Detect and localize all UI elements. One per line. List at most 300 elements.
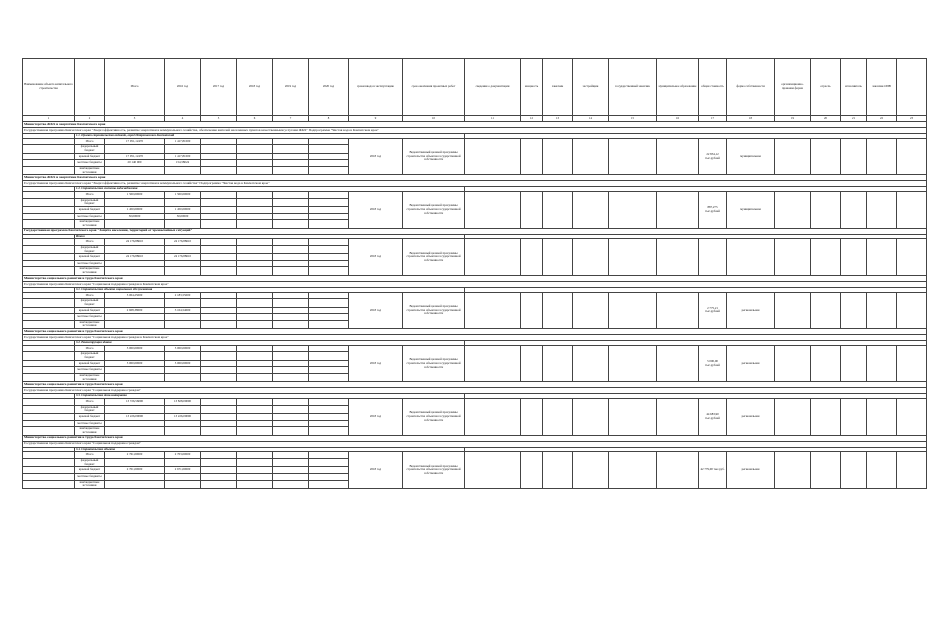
- value-cell: 20 140 000: [105, 160, 165, 167]
- value-cell: [201, 405, 237, 413]
- region-cell: региональная: [727, 452, 775, 489]
- value-cell: [309, 220, 349, 228]
- spacer-cell: [23, 480, 75, 488]
- spacer-cell: [23, 138, 75, 145]
- value-cell: [237, 459, 273, 467]
- value-cell: [237, 480, 273, 488]
- prep-cell: Ведомственный целевой программы строительства объектов государственной собственности: [403, 192, 465, 229]
- value-cell: [273, 207, 309, 214]
- column-number: 19: [775, 116, 811, 122]
- value-cell: [273, 414, 309, 421]
- value-cell: [273, 405, 309, 413]
- value-cell: [237, 452, 273, 459]
- value-cell: [273, 213, 309, 220]
- program-title: Государственная программа Камчатского края "Социальная поддержка граждан": [23, 441, 927, 447]
- program-title: Государственная программа Камчатского края "Энергоэффективность, развитие энергетики и коммунального хозяйства, обеспечение жителей населенных пунктов качественными услугами ЖКХ" Подпрограмма "Чистая вода в Камчатском крае": [23, 128, 927, 134]
- value-cell: [105, 374, 165, 382]
- value-cell: [105, 314, 165, 321]
- value-cell: [237, 145, 273, 153]
- value-cell: [201, 480, 237, 488]
- funding-row: [23, 345, 927, 352]
- value-cell: 13 226,00000: [105, 414, 165, 421]
- value-cell: [309, 166, 349, 174]
- value-cell: [309, 192, 349, 199]
- value-cell: [105, 405, 165, 413]
- value-cell: 1 500,00000: [105, 192, 165, 199]
- value-cell: 5 004,25000: [105, 292, 165, 299]
- doc-cell: [841, 292, 867, 329]
- value-cell: [237, 192, 273, 199]
- value-cell: [237, 207, 273, 214]
- doc-cell: [609, 138, 657, 175]
- value-cell: [273, 220, 309, 228]
- header-cell: заказчик ОИВ: [867, 59, 897, 116]
- value-cell: 13 226,00000: [165, 414, 201, 421]
- row-label: Итого: [75, 399, 105, 406]
- spacer-cell: [23, 427, 75, 435]
- column-number: 17: [699, 116, 727, 122]
- value-cell: [237, 166, 273, 174]
- row-label: федеральный бюджет: [75, 352, 105, 360]
- doc-cell: [867, 192, 897, 229]
- value-cell: 2 608,38000: [105, 307, 165, 314]
- value-cell: [273, 138, 309, 145]
- value-cell: [165, 166, 201, 174]
- doc-cell: [841, 192, 867, 229]
- header-cell: застройщик: [573, 59, 609, 116]
- value-cell: [105, 367, 165, 374]
- spacer-cell: [23, 220, 75, 228]
- value-cell: [309, 467, 349, 474]
- value-cell: [273, 480, 309, 488]
- prep-cell: Ведомственный целевой программы строительства объектов государственной собственности: [403, 239, 465, 276]
- value-cell: [201, 459, 237, 467]
- value-cell: [273, 260, 309, 267]
- header-cell: срок окончания проектных работ: [403, 59, 465, 116]
- value-cell: [237, 420, 273, 427]
- value-cell: [273, 360, 309, 367]
- region-cell: муниципальная: [727, 138, 775, 175]
- value-cell: [273, 345, 309, 352]
- value-cell: 1 500,00000: [165, 192, 201, 199]
- value-cell: [201, 320, 237, 328]
- value-cell: [105, 198, 165, 206]
- value-cell: [237, 405, 273, 413]
- row-label: краевой бюджет: [75, 254, 105, 261]
- value-cell: 5 000,00000: [165, 345, 201, 352]
- row-label: местные бюджеты: [75, 260, 105, 267]
- value-cell: [105, 427, 165, 435]
- doc-cell: [897, 192, 927, 229]
- row-label: местные бюджеты: [75, 160, 105, 167]
- doc-cell: [521, 138, 543, 175]
- value-cell: [237, 292, 273, 299]
- prep-cell: Ведомственный целевой программы строительства объектов государственной собственности: [403, 345, 465, 382]
- value-cell: [165, 245, 201, 253]
- value-cell: [201, 207, 237, 214]
- section-title: Государственная программа Камчатского края "Защита населения, территорий от чрезвычайных ситуаций": [23, 228, 927, 234]
- value-cell: 13 726,56000: [105, 399, 165, 406]
- value-cell: [273, 320, 309, 328]
- funding-row: [23, 452, 927, 459]
- value-cell: [201, 467, 237, 474]
- value-cell: [165, 420, 201, 427]
- value-cell: [309, 239, 349, 246]
- column-number: 18: [727, 116, 775, 122]
- row-label: внебюджетные источники: [75, 320, 105, 328]
- value-cell: [309, 360, 349, 367]
- funding-row: [23, 399, 927, 406]
- value-cell: [201, 474, 237, 481]
- value-cell: 5 000,00000: [105, 360, 165, 367]
- region-cell: муниципальная: [727, 192, 775, 229]
- doc-cell: [465, 452, 521, 489]
- spacer-cell: [23, 245, 75, 253]
- value-cell: 50,00000: [165, 213, 201, 220]
- value-cell: [309, 198, 349, 206]
- spacer-cell: [23, 459, 75, 467]
- value-cell: 1 417,81000: [165, 153, 201, 160]
- value-cell: 1 417,81000: [165, 138, 201, 145]
- column-number: 9: [349, 116, 403, 122]
- value-cell: [237, 160, 273, 167]
- row-label: внебюджетные источники: [75, 166, 105, 174]
- doc-cell: [543, 292, 573, 329]
- value-cell: [105, 459, 165, 467]
- doc-cell: [897, 138, 927, 175]
- spacer-cell: [23, 467, 75, 474]
- header-cell: муниципальное образование: [657, 59, 699, 116]
- value-cell: [273, 299, 309, 307]
- value-cell: [165, 480, 201, 488]
- value-cell: [273, 292, 309, 299]
- doc-cell: [841, 345, 867, 382]
- spacer-cell: [23, 405, 75, 413]
- section-title: Министерство социального развития и труда Камчатского края: [23, 275, 927, 281]
- value-cell: 24 176,88610: [165, 239, 201, 246]
- row-label: краевой бюджет: [75, 360, 105, 367]
- value-cell: 24 176,88610: [165, 254, 201, 261]
- column-number: 22: [867, 116, 897, 122]
- spacer-cell: [23, 198, 75, 206]
- doc-cell: [775, 399, 811, 436]
- row-label: Итого: [75, 345, 105, 352]
- value-cell: 2 701,00000: [105, 467, 165, 474]
- value-cell: [273, 420, 309, 427]
- value-cell: [201, 374, 237, 382]
- row-label: федеральный бюджет: [75, 405, 105, 413]
- doc-cell: [465, 192, 521, 229]
- value-cell: [105, 267, 165, 275]
- stage-cell: 2018 год: [349, 239, 403, 276]
- value-cell: [273, 307, 309, 314]
- funding-row: [23, 138, 927, 145]
- section-title: Министерство ЖКХ и энергетики Камчатского края: [23, 122, 927, 128]
- doc-cell: [775, 138, 811, 175]
- doc-cell: [657, 138, 699, 175]
- row-label: местные бюджеты: [75, 420, 105, 427]
- doc-cell: [521, 399, 543, 436]
- doc-cell: [573, 292, 609, 329]
- value-cell: [201, 360, 237, 367]
- funding-row: [23, 239, 927, 246]
- value-cell: [201, 245, 237, 253]
- value-cell: [309, 459, 349, 467]
- doc-cell: [657, 345, 699, 382]
- value-cell: [309, 474, 349, 481]
- value-cell: [273, 459, 309, 467]
- value-cell: [201, 452, 237, 459]
- doc-cell: [775, 239, 811, 276]
- value-cell: [237, 220, 273, 228]
- value-cell: [309, 292, 349, 299]
- column-number: 4: [165, 116, 201, 122]
- value-cell: 154,58024: [165, 160, 201, 167]
- doc-cell: [609, 452, 657, 489]
- value-cell: [273, 153, 309, 160]
- value-cell: [165, 299, 201, 307]
- value-cell: [201, 292, 237, 299]
- value-cell: 17 951,12470: [105, 153, 165, 160]
- value-cell: [309, 245, 349, 253]
- row-label: внебюджетные источники: [75, 480, 105, 488]
- doc-cell: [465, 138, 521, 175]
- value-cell: 5 000,00000: [165, 360, 201, 367]
- doc-cell: [609, 292, 657, 329]
- value-cell: [309, 254, 349, 261]
- value-cell: 2 183,55000: [165, 292, 201, 299]
- doc-cell: [867, 292, 897, 329]
- doc-cell: [811, 239, 841, 276]
- doc-cell: [811, 399, 841, 436]
- doc-cell: [657, 292, 699, 329]
- spacer-cell: [23, 320, 75, 328]
- spacer-cell: [23, 345, 75, 352]
- value-cell: [309, 213, 349, 220]
- doc-cell: [573, 399, 609, 436]
- spacer-cell: [23, 360, 75, 367]
- spacer-cell: [23, 260, 75, 267]
- spacer-cell: [23, 192, 75, 199]
- prep-cell: Ведомственный целевой программы строительства объектов государственной собственности: [403, 452, 465, 489]
- row-label: краевой бюджет: [75, 467, 105, 474]
- value-cell: [201, 239, 237, 246]
- value-cell: [237, 367, 273, 374]
- row-label: внебюджетные источники: [75, 220, 105, 228]
- spacer-cell: [23, 145, 75, 153]
- header-cell: отрасль: [811, 59, 841, 116]
- value-cell: [105, 299, 165, 307]
- doc-cell: [841, 452, 867, 489]
- row-label: краевой бюджет: [75, 307, 105, 314]
- value-cell: [105, 474, 165, 481]
- value-cell: [201, 213, 237, 220]
- header-cell: 2019 год: [273, 59, 309, 116]
- value-cell: [201, 260, 237, 267]
- stage-cell: 2018 год: [349, 452, 403, 489]
- value-cell: [105, 145, 165, 153]
- doc-cell: [573, 345, 609, 382]
- value-cell: [273, 399, 309, 406]
- row-label: Итого: [75, 239, 105, 246]
- value-cell: [165, 427, 201, 435]
- prep-cell: Ведомственный целевой программы строительства объектов государственной собственности: [403, 292, 465, 329]
- value-cell: [237, 427, 273, 435]
- value-cell: [165, 367, 201, 374]
- value-cell: [273, 374, 309, 382]
- value-cell: [237, 360, 273, 367]
- value-cell: [165, 267, 201, 275]
- value-cell: [201, 138, 237, 145]
- value-cell: [273, 352, 309, 360]
- doc-cell: [521, 452, 543, 489]
- value-cell: [237, 267, 273, 275]
- value-cell: [201, 299, 237, 307]
- value-cell: [309, 299, 349, 307]
- spacer-cell: [23, 160, 75, 167]
- value-cell: [165, 220, 201, 228]
- header-cell: Наименование объекта капитального строительства: [23, 59, 75, 116]
- column-number: 23: [897, 116, 927, 122]
- value-cell: [201, 220, 237, 228]
- row-label: местные бюджеты: [75, 213, 105, 220]
- stage-cell: 2018 год: [349, 399, 403, 436]
- value-cell: [165, 459, 201, 467]
- value-cell: [309, 452, 349, 459]
- spacer-cell: [23, 367, 75, 374]
- program-title: Государственная программа Камчатского края "Энергоэффективность, развитие энергетики и коммунального хозяйства" Подпрограмма "Чистая вода в Камчатском крае": [23, 181, 927, 187]
- doc-cell: [897, 239, 927, 276]
- object-title: 3.1. Строительство объекта социального обслуживания: [75, 287, 465, 292]
- capacity-cell: [699, 239, 727, 276]
- doc-cell: [573, 138, 609, 175]
- header-cell: мощность: [521, 59, 543, 116]
- row-label: краевой бюджет: [75, 414, 105, 421]
- column-number: 15: [609, 116, 657, 122]
- funding-row: [23, 192, 927, 199]
- column-number: 3: [105, 116, 165, 122]
- capacity-cell: 44 683,90 тыс.рублей: [699, 399, 727, 436]
- value-cell: [237, 352, 273, 360]
- value-cell: [237, 245, 273, 253]
- value-cell: [273, 314, 309, 321]
- column-number: 11: [465, 116, 521, 122]
- stage-cell: 2018 год: [349, 138, 403, 175]
- value-cell: [237, 239, 273, 246]
- doc-cell: [897, 452, 927, 489]
- region-cell: региональная: [727, 399, 775, 436]
- doc-cell: [543, 399, 573, 436]
- value-cell: 24 176,88610: [105, 254, 165, 261]
- value-cell: [273, 452, 309, 459]
- row-label: Итого: [75, 138, 105, 145]
- doc-cell: [521, 292, 543, 329]
- value-cell: [237, 345, 273, 352]
- row-label: федеральный бюджет: [75, 198, 105, 206]
- stage-cell: 2018 год: [349, 192, 403, 229]
- value-cell: [273, 427, 309, 435]
- header-cell: 2018 год: [237, 59, 273, 116]
- value-cell: [273, 166, 309, 174]
- row-label: федеральный бюджет: [75, 299, 105, 307]
- value-cell: 3 104,54000: [165, 307, 201, 314]
- value-cell: [309, 420, 349, 427]
- capacity-cell: 22 834,12 тыс.рублей: [699, 138, 727, 175]
- doc-cell: [897, 399, 927, 436]
- doc-cell: [609, 239, 657, 276]
- value-cell: [165, 352, 201, 360]
- capacity-cell: 42 779,00 тыс.руб.: [699, 452, 727, 489]
- row-label: местные бюджеты: [75, 314, 105, 321]
- doc-cell: [521, 345, 543, 382]
- row-label: федеральный бюджет: [75, 459, 105, 467]
- doc-cell: [811, 292, 841, 329]
- value-cell: [201, 192, 237, 199]
- header-cell: сроки ввода в эксплуатацию: [349, 59, 403, 116]
- row-label: федеральный бюджет: [75, 145, 105, 153]
- doc-cell: [609, 192, 657, 229]
- row-label: внебюджетные источники: [75, 374, 105, 382]
- column-number: 7: [273, 116, 309, 122]
- value-cell: [165, 320, 201, 328]
- value-cell: [201, 198, 237, 206]
- value-cell: [309, 414, 349, 421]
- column-number: 13: [543, 116, 573, 122]
- capacity-cell: 2 775,21 тыс.рублей: [699, 292, 727, 329]
- row-label: внебюджетные источники: [75, 267, 105, 275]
- doc-cell: [841, 239, 867, 276]
- value-cell: [273, 245, 309, 253]
- doc-cell: [811, 452, 841, 489]
- value-cell: [273, 198, 309, 206]
- value-cell: [273, 192, 309, 199]
- column-number: 5: [201, 116, 237, 122]
- spacer-cell: [23, 239, 75, 246]
- doc-cell: [609, 399, 657, 436]
- table-header-row: [23, 59, 927, 116]
- spacer-cell: [23, 207, 75, 214]
- value-cell: [273, 474, 309, 481]
- stage-cell: 2018 год: [349, 292, 403, 329]
- spacer-cell: [23, 299, 75, 307]
- value-cell: [273, 239, 309, 246]
- doc-cell: [897, 345, 927, 382]
- document-sheet: [22, 58, 913, 489]
- value-cell: [165, 145, 201, 153]
- value-cell: 2 703,00000: [165, 452, 201, 459]
- value-cell: [309, 145, 349, 153]
- value-cell: [201, 160, 237, 167]
- header-cell: общая стоимость: [699, 59, 727, 116]
- row-label: федеральный бюджет: [75, 245, 105, 253]
- value-cell: [201, 145, 237, 153]
- row-label: внебюджетные источники: [75, 427, 105, 435]
- value-cell: [237, 299, 273, 307]
- value-cell: [105, 480, 165, 488]
- value-cell: 17 951,12470: [105, 138, 165, 145]
- value-cell: [237, 198, 273, 206]
- funding-row: [23, 292, 927, 299]
- value-cell: [201, 352, 237, 360]
- column-number: 10: [403, 116, 465, 122]
- spacer-cell: [23, 452, 75, 459]
- section-title: Министерство социального развития и труда Камчатского края: [23, 382, 927, 388]
- value-cell: [237, 314, 273, 321]
- value-cell: 13 828,00000: [165, 399, 201, 406]
- value-cell: [273, 267, 309, 275]
- header-cell: [75, 59, 105, 116]
- column-number: 12: [521, 116, 543, 122]
